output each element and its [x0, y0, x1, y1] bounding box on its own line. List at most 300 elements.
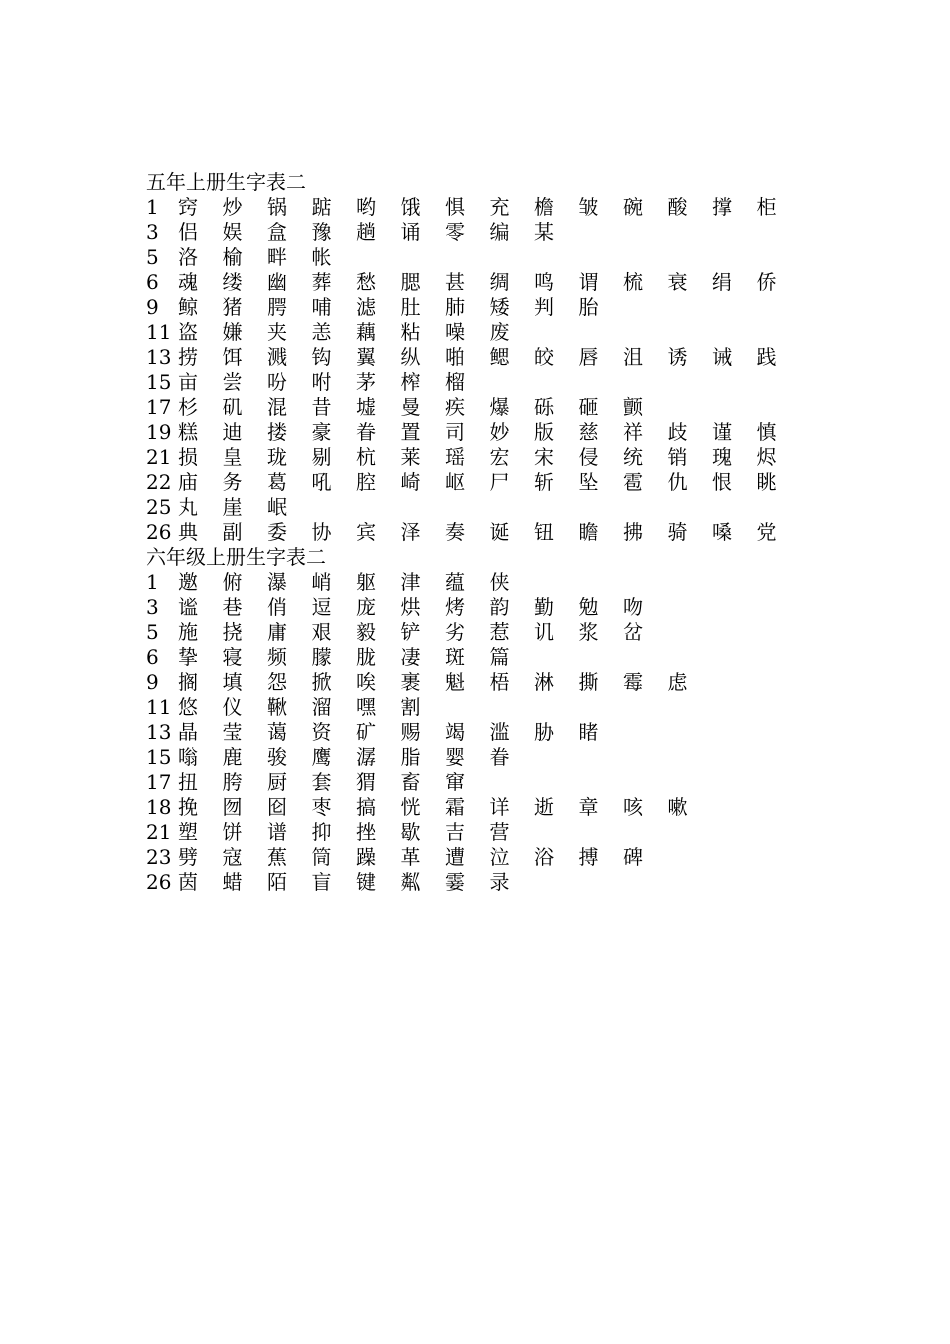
character-list — [178, 195, 801, 220]
character: 庙 — [178, 470, 198, 494]
lesson-number: 3 — [146, 595, 159, 619]
character-list — [178, 795, 712, 820]
lesson-row — [146, 870, 866, 895]
character: 践 — [756, 345, 777, 369]
character-list — [178, 745, 534, 770]
character: 章 — [578, 795, 599, 819]
character: 斑 — [445, 645, 465, 669]
character: 猬 — [356, 770, 376, 794]
character: 键 — [356, 870, 376, 894]
lesson-row — [146, 695, 866, 720]
character: 谨 — [712, 420, 732, 444]
character: 檐 — [534, 195, 554, 219]
character: 挽 — [178, 795, 198, 819]
character: 奏 — [445, 520, 465, 544]
character: 霉 — [623, 670, 643, 694]
character: 嫌 — [222, 320, 243, 344]
character: 溅 — [267, 345, 287, 369]
character: 务 — [222, 470, 243, 494]
character: 柜 — [756, 195, 777, 219]
character: 饿 — [400, 195, 421, 219]
lesson-number: 15 — [146, 745, 172, 769]
character: 吼 — [311, 470, 332, 494]
lesson-row — [146, 445, 866, 470]
character-list — [178, 420, 801, 445]
lesson-row — [146, 495, 866, 520]
lesson-row — [146, 245, 866, 270]
character: 腔 — [356, 470, 376, 494]
character: 魁 — [445, 670, 465, 694]
character: 慈 — [578, 420, 599, 444]
character: 惧 — [445, 195, 465, 219]
lesson-row — [146, 670, 866, 695]
character: 淋 — [534, 670, 554, 694]
character: 潺 — [356, 745, 376, 769]
character: 庞 — [356, 595, 376, 619]
character: 溜 — [311, 695, 332, 719]
character-list — [178, 470, 801, 495]
lesson-row — [146, 345, 866, 370]
character: 霎 — [445, 870, 465, 894]
character-list — [178, 720, 623, 745]
character: 恍 — [400, 795, 421, 819]
character: 踮 — [311, 195, 332, 219]
character: 鞦 — [267, 695, 287, 719]
character: 洛 — [178, 245, 198, 269]
character: 拂 — [623, 520, 643, 544]
character: 瞻 — [578, 520, 599, 544]
lesson-number: 21 — [146, 445, 172, 469]
lesson-number: 26 — [146, 870, 172, 894]
character: 寝 — [222, 645, 243, 669]
character-list — [178, 445, 801, 470]
character: 盗 — [178, 320, 198, 344]
character-list — [178, 220, 579, 245]
character: 趟 — [356, 220, 376, 244]
character: 岷 — [267, 495, 287, 519]
lesson-row — [146, 320, 866, 345]
character: 豫 — [311, 220, 332, 244]
character: 豪 — [311, 420, 332, 444]
character: 判 — [534, 295, 554, 319]
character: 眷 — [356, 420, 376, 444]
lesson-row — [146, 720, 866, 745]
character: 鲸 — [178, 295, 198, 319]
character: 雹 — [623, 470, 643, 494]
lesson-number: 17 — [146, 770, 172, 794]
character: 鹰 — [311, 745, 332, 769]
character: 艰 — [311, 620, 332, 644]
character-list — [178, 295, 623, 320]
character: 津 — [400, 570, 421, 594]
character: 掀 — [311, 670, 332, 694]
character-list — [178, 320, 534, 345]
character: 饼 — [222, 820, 243, 844]
character: 碑 — [623, 845, 643, 869]
character: 矿 — [356, 720, 376, 744]
character: 抑 — [311, 820, 332, 844]
character: 岖 — [445, 470, 465, 494]
character: 矮 — [489, 295, 510, 319]
character: 歧 — [667, 420, 688, 444]
character: 韵 — [489, 595, 510, 619]
character: 混 — [267, 395, 287, 419]
character: 窍 — [178, 195, 198, 219]
character: 瑰 — [712, 445, 732, 469]
character: 劈 — [178, 845, 198, 869]
character: 填 — [222, 670, 243, 694]
character: 撑 — [712, 195, 732, 219]
character: 胎 — [578, 295, 599, 319]
character: 粼 — [400, 870, 421, 894]
character: 胁 — [534, 720, 554, 744]
lesson-row — [146, 220, 866, 245]
character: 盲 — [311, 870, 332, 894]
character: 滤 — [356, 295, 376, 319]
character: 销 — [667, 445, 688, 469]
lesson-number: 15 — [146, 370, 172, 394]
character: 噪 — [445, 320, 465, 344]
lesson-number: 23 — [146, 845, 172, 869]
character: 筒 — [311, 845, 332, 869]
character: 腭 — [267, 295, 287, 319]
character: 悠 — [178, 695, 198, 719]
character: 恨 — [712, 470, 732, 494]
character: 巷 — [222, 595, 243, 619]
character: 爆 — [489, 395, 510, 419]
character: 肺 — [445, 295, 465, 319]
character: 睹 — [578, 720, 599, 744]
character: 泽 — [400, 520, 421, 544]
character: 葛 — [267, 470, 287, 494]
character: 资 — [311, 720, 332, 744]
character-list — [178, 820, 534, 845]
character: 宾 — [356, 520, 376, 544]
lesson-number: 17 — [146, 395, 172, 419]
character: 糕 — [178, 420, 198, 444]
character: 茵 — [178, 870, 198, 894]
character: 帐 — [311, 245, 332, 269]
character: 撕 — [578, 670, 599, 694]
character: 酸 — [667, 195, 688, 219]
character: 珑 — [267, 445, 287, 469]
character-list — [178, 520, 801, 545]
character: 皎 — [534, 345, 554, 369]
character: 谓 — [578, 270, 599, 294]
lesson-number: 26 — [146, 520, 172, 544]
word-list-document — [146, 170, 866, 895]
character: 烤 — [445, 595, 465, 619]
character: 怨 — [267, 670, 287, 694]
character: 婴 — [445, 745, 465, 769]
character: 霜 — [445, 795, 465, 819]
lesson-row — [146, 370, 866, 395]
character: 杭 — [356, 445, 376, 469]
character-list — [178, 245, 356, 270]
character: 锅 — [267, 195, 287, 219]
character: 丸 — [178, 495, 198, 519]
character: 宏 — [489, 445, 510, 469]
lesson-number: 9 — [146, 670, 159, 694]
character: 蜡 — [222, 870, 243, 894]
character: 裹 — [400, 670, 421, 694]
character: 吻 — [623, 595, 643, 619]
character: 沮 — [623, 345, 643, 369]
character: 猪 — [222, 295, 243, 319]
character: 俯 — [222, 570, 243, 594]
lesson-row — [146, 295, 866, 320]
character: 营 — [489, 820, 510, 844]
character: 藕 — [356, 320, 376, 344]
character: 谱 — [267, 820, 287, 844]
character-list — [178, 495, 312, 520]
character: 录 — [489, 870, 510, 894]
lesson-number: 5 — [146, 620, 159, 644]
character: 逝 — [534, 795, 554, 819]
character: 挚 — [178, 645, 198, 669]
character: 诞 — [489, 520, 510, 544]
character: 烬 — [756, 445, 777, 469]
character: 司 — [445, 420, 465, 444]
character: 唉 — [356, 670, 376, 694]
character: 套 — [311, 770, 332, 794]
character: 典 — [178, 520, 198, 544]
character: 陌 — [267, 870, 287, 894]
character: 枣 — [311, 795, 332, 819]
character: 崖 — [222, 495, 243, 519]
character: 吩 — [267, 370, 287, 394]
character: 侠 — [489, 570, 510, 594]
character: 昔 — [311, 395, 332, 419]
character: 钩 — [311, 345, 332, 369]
lesson-row — [146, 745, 866, 770]
character: 衰 — [667, 270, 688, 294]
character: 歇 — [400, 820, 421, 844]
character: 劣 — [445, 620, 465, 644]
character: 皇 — [222, 445, 243, 469]
character: 娱 — [222, 220, 243, 244]
lesson-number: 6 — [146, 270, 159, 294]
character: 杉 — [178, 395, 198, 419]
character-list — [178, 595, 668, 620]
character: 唇 — [578, 345, 599, 369]
character: 钮 — [534, 520, 554, 544]
lesson-row — [146, 195, 866, 220]
character: 碗 — [623, 195, 643, 219]
character: 赐 — [400, 720, 421, 744]
lesson-row — [146, 770, 866, 795]
character: 窜 — [445, 770, 465, 794]
character: 榴 — [445, 370, 465, 394]
character: 翼 — [356, 345, 376, 369]
character: 浴 — [534, 845, 554, 869]
lesson-number: 18 — [146, 795, 172, 819]
character: 祥 — [623, 420, 643, 444]
character: 哺 — [311, 295, 332, 319]
character: 恙 — [311, 320, 332, 344]
lesson-number: 11 — [146, 695, 172, 719]
lesson-row — [146, 395, 866, 420]
character: 饵 — [222, 345, 243, 369]
character: 剔 — [311, 445, 332, 469]
character: 炒 — [222, 195, 243, 219]
character: 鹿 — [222, 745, 243, 769]
character: 嘿 — [356, 695, 376, 719]
lesson-number: 13 — [146, 345, 172, 369]
character: 尸 — [489, 470, 510, 494]
character: 莱 — [400, 445, 421, 469]
character: 宋 — [534, 445, 554, 469]
character-list — [178, 870, 534, 895]
character: 骑 — [667, 520, 688, 544]
character: 囵 — [267, 795, 287, 819]
character: 竭 — [445, 720, 465, 744]
character: 魂 — [178, 270, 198, 294]
character: 仇 — [667, 470, 688, 494]
character: 嗡 — [178, 745, 198, 769]
character: 瑶 — [445, 445, 465, 469]
character: 侵 — [578, 445, 599, 469]
character: 副 — [222, 520, 243, 544]
character: 迪 — [222, 420, 243, 444]
character-list — [178, 345, 801, 370]
lesson-number: 22 — [146, 470, 172, 494]
character: 蕴 — [445, 570, 465, 594]
character: 胧 — [356, 645, 376, 669]
character: 仪 — [222, 695, 243, 719]
character-list — [178, 645, 534, 670]
lesson-number: 25 — [146, 495, 172, 519]
character: 铲 — [400, 620, 421, 644]
character: 夹 — [267, 320, 287, 344]
character: 厨 — [267, 770, 287, 794]
character: 革 — [400, 845, 421, 869]
character: 扭 — [178, 770, 198, 794]
character-list — [178, 670, 712, 695]
character: 寇 — [222, 845, 243, 869]
character: 频 — [267, 645, 287, 669]
character: 尝 — [222, 370, 243, 394]
character: 颤 — [623, 395, 643, 419]
lesson-row — [146, 795, 866, 820]
character: 统 — [623, 445, 643, 469]
character-list — [178, 620, 668, 645]
character: 协 — [311, 520, 332, 544]
character: 疾 — [445, 395, 465, 419]
character: 遭 — [445, 845, 465, 869]
character: 坠 — [578, 470, 599, 494]
lesson-number: 3 — [146, 220, 159, 244]
character: 毅 — [356, 620, 376, 644]
character: 篇 — [489, 645, 510, 669]
character-list — [178, 695, 445, 720]
character: 搏 — [578, 845, 599, 869]
lesson-row — [146, 620, 866, 645]
character: 损 — [178, 445, 198, 469]
character: 躁 — [356, 845, 376, 869]
lesson-number: 13 — [146, 720, 172, 744]
character: 零 — [445, 220, 465, 244]
character: 砾 — [534, 395, 554, 419]
character: 皱 — [578, 195, 599, 219]
lesson-row — [146, 845, 866, 870]
character: 挠 — [222, 620, 243, 644]
lesson-number: 11 — [146, 320, 172, 344]
character: 鸣 — [534, 270, 554, 294]
character: 幽 — [267, 270, 287, 294]
character: 谧 — [178, 595, 198, 619]
character: 版 — [534, 420, 554, 444]
character-list — [178, 570, 534, 595]
character: 施 — [178, 620, 198, 644]
character: 亩 — [178, 370, 198, 394]
character: 眺 — [756, 470, 777, 494]
character: 肚 — [400, 295, 421, 319]
lesson-row — [146, 520, 866, 545]
character: 诱 — [667, 345, 688, 369]
character-list — [178, 395, 668, 420]
character: 眷 — [489, 745, 510, 769]
character: 割 — [400, 695, 421, 719]
character: 畔 — [267, 245, 287, 269]
character: 啪 — [445, 345, 465, 369]
lesson-row — [146, 470, 866, 495]
character: 葬 — [311, 270, 332, 294]
character: 绸 — [489, 270, 510, 294]
character: 胯 — [222, 770, 243, 794]
lesson-row — [146, 270, 866, 295]
character: 矶 — [222, 395, 243, 419]
character: 搞 — [356, 795, 376, 819]
character: 挫 — [356, 820, 376, 844]
character: 榆 — [222, 245, 243, 269]
character: 逗 — [311, 595, 332, 619]
character: 愁 — [356, 270, 376, 294]
character: 详 — [489, 795, 510, 819]
character: 囫 — [222, 795, 243, 819]
character-list — [178, 845, 668, 870]
lesson-number: 6 — [146, 645, 159, 669]
character: 缕 — [222, 270, 243, 294]
character: 浆 — [578, 620, 599, 644]
character: 妙 — [489, 420, 510, 444]
character: 邀 — [178, 570, 198, 594]
character: 惹 — [489, 620, 510, 644]
character: 梳 — [623, 270, 643, 294]
character: 讥 — [534, 620, 554, 644]
character: 勉 — [578, 595, 599, 619]
character: 墟 — [356, 395, 376, 419]
character: 畜 — [400, 770, 421, 794]
section-title: 五年上册生字表二 — [146, 170, 306, 194]
character: 慎 — [756, 420, 777, 444]
character: 滥 — [489, 720, 510, 744]
character: 虑 — [667, 670, 688, 694]
character: 曼 — [400, 395, 421, 419]
lesson-number: 21 — [146, 820, 172, 844]
character: 斩 — [534, 470, 554, 494]
character-list — [178, 370, 490, 395]
character: 瀑 — [267, 570, 287, 594]
character: 咳 — [623, 795, 643, 819]
character: 盒 — [267, 220, 287, 244]
lesson-row — [146, 820, 866, 845]
character: 庸 — [267, 620, 287, 644]
character: 脂 — [400, 745, 421, 769]
character: 绢 — [712, 270, 732, 294]
character: 莹 — [222, 720, 243, 744]
section-title: 六年级上册生字表二 — [146, 545, 326, 569]
